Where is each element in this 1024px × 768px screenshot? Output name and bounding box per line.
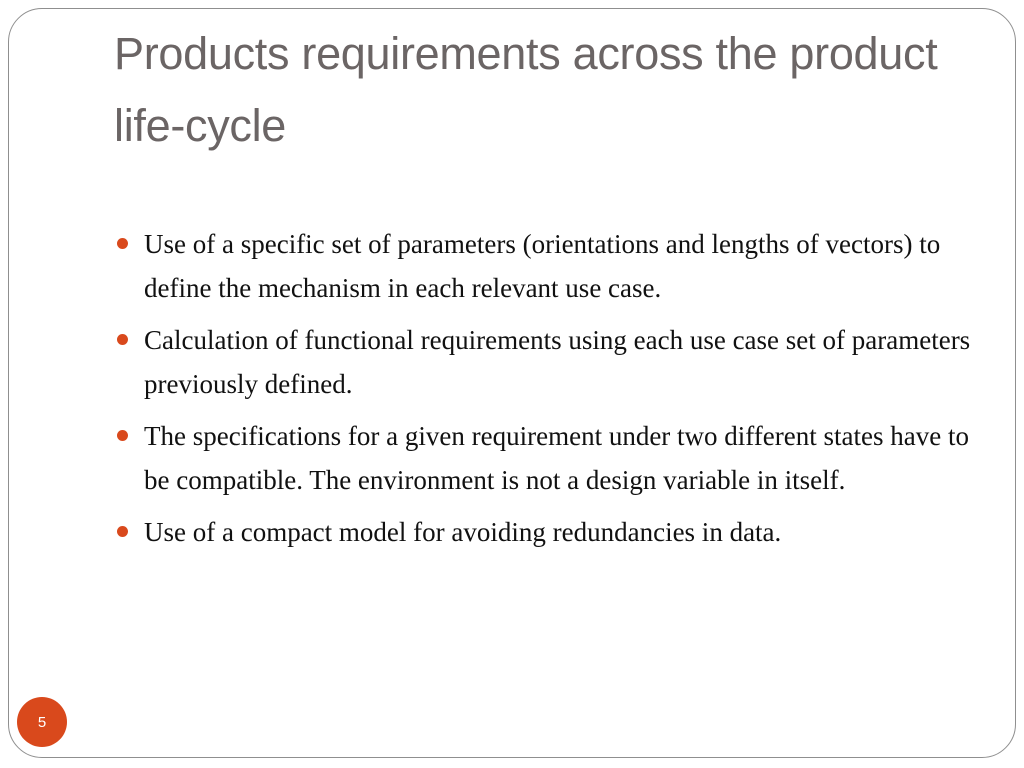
bullet-item xyxy=(114,510,974,554)
bullet-dot-icon xyxy=(117,430,128,441)
bullet-item xyxy=(114,222,974,310)
page-number: 5 xyxy=(37,713,47,731)
bullet-text: Use of a compact model for avoiding redundancies in data. xyxy=(144,517,782,547)
page-number-badge xyxy=(17,697,67,747)
bullet-item xyxy=(114,318,974,406)
bullet-item xyxy=(114,414,974,502)
bullet-text: Use of a specific set of parameters (orientations and lengths of vectors) to define the mechanism in each relevant use case. xyxy=(144,229,941,303)
slide-title: Products requirements across the product life-cycle xyxy=(114,28,938,151)
bullet-dot-icon xyxy=(117,334,128,345)
bullet-dot-icon xyxy=(117,526,128,537)
bullet-dot-icon xyxy=(117,238,128,249)
bullet-text: Calculation of functional requirements using each use case set of parameters previously defined. xyxy=(144,325,971,399)
bullet-text: The specifications for a given requirement under two different states have to be compatible. The environment is not a design variable in itself. xyxy=(144,421,969,495)
bullet-list xyxy=(114,222,974,562)
